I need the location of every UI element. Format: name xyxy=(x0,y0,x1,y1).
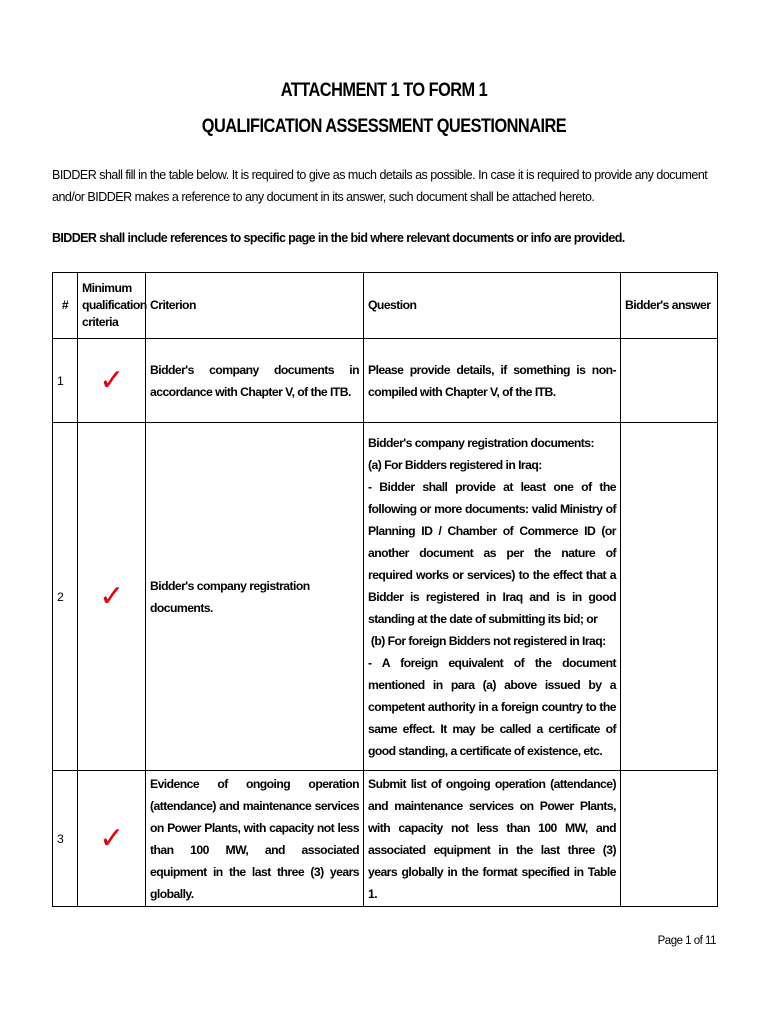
checkmark-icon: ✓ xyxy=(99,820,124,856)
checkmark-icon: ✓ xyxy=(99,578,124,614)
question-line: Bidder's company registration documents: xyxy=(368,435,595,450)
header-criterion: Criterion xyxy=(146,273,364,339)
questionnaire-table xyxy=(52,272,718,907)
bidders-answer-cell[interactable] xyxy=(621,339,718,423)
checkmark-icon: ✓ xyxy=(99,362,124,398)
attachment-title: ATTACHMENT 1 TO FORM 1 xyxy=(280,80,488,101)
question-cell: Please provide details, if something is non-compiled with Chapter V, of the ITB. xyxy=(364,339,621,423)
bidders-answer-cell[interactable] xyxy=(621,771,718,907)
criterion-cell: Bidder's company documents in accordance with Chapter V, of the ITB. xyxy=(146,339,364,423)
header-question: Question xyxy=(364,273,621,339)
table-row xyxy=(53,423,718,771)
table-row xyxy=(53,771,718,907)
page-number: Page 1 of 11 xyxy=(657,935,716,947)
criterion-cell: Bidder's company registration documents. xyxy=(146,423,364,771)
question-line: (b) For foreign Bidders not registered in Iraq: xyxy=(368,633,606,648)
minimum-criteria-cell xyxy=(78,423,146,771)
questionnaire-title: QUALIFICATION ASSESSMENT QUESTIONNAIRE xyxy=(201,116,567,137)
question-line: - A foreign equivalent of the document mentioned in para (a) above issued by a competent authority in a foreign country to the same effect. It may be called a certificate of good standing, a certificate of existence, etc. xyxy=(368,655,616,758)
question-line: (a) For Bidders registered in Iraq: xyxy=(368,457,542,472)
question-cell: Submit list of ongoing operation (attendance) and maintenance services on Power Plants, with capacity not less than 100 MW, and associated equipment in the last three (3) years globally in the format specified in Table 1. xyxy=(364,771,621,907)
table-header-row xyxy=(53,273,718,339)
header-number: # xyxy=(53,273,78,339)
minimum-criteria-cell xyxy=(78,771,146,907)
row-number: 3 xyxy=(53,771,78,907)
intro-paragraph: BIDDER shall fill in the table below. It is required to give as much details as possible. In case it is required to provide any document and/or BIDDER makes a reference to any document in its answer, such document shall be attached hereto. xyxy=(52,168,708,204)
bidders-answer-cell[interactable] xyxy=(621,423,718,771)
header-minimum-criteria: Minimum qualification criteria xyxy=(78,273,146,339)
header-bidders-answer: Bidder's answer xyxy=(621,273,718,339)
question-cell xyxy=(364,423,621,771)
bold-note: BIDDER shall include references to specific page in the bid where relevant documents or info are provided. xyxy=(52,231,625,245)
row-number: 1 xyxy=(53,339,78,423)
minimum-criteria-cell xyxy=(78,339,146,423)
table-row xyxy=(53,339,718,423)
question-line: - Bidder shall provide at least one of the following or more documents: valid Ministry of Planning ID / Chamber of Commerce ID (or another document as per the nature of required works or services) to the effect that a Bidder is registered in Iraq and is in good standing at the date of submitting its bid; or xyxy=(368,479,616,626)
criterion-cell: Evidence of ongoing operation (attendance) and maintenance services on Power Plants, with capacity not less than 100 MW, and associated equipment in the last three (3) years globally. xyxy=(146,771,364,907)
row-number: 2 xyxy=(53,423,78,771)
